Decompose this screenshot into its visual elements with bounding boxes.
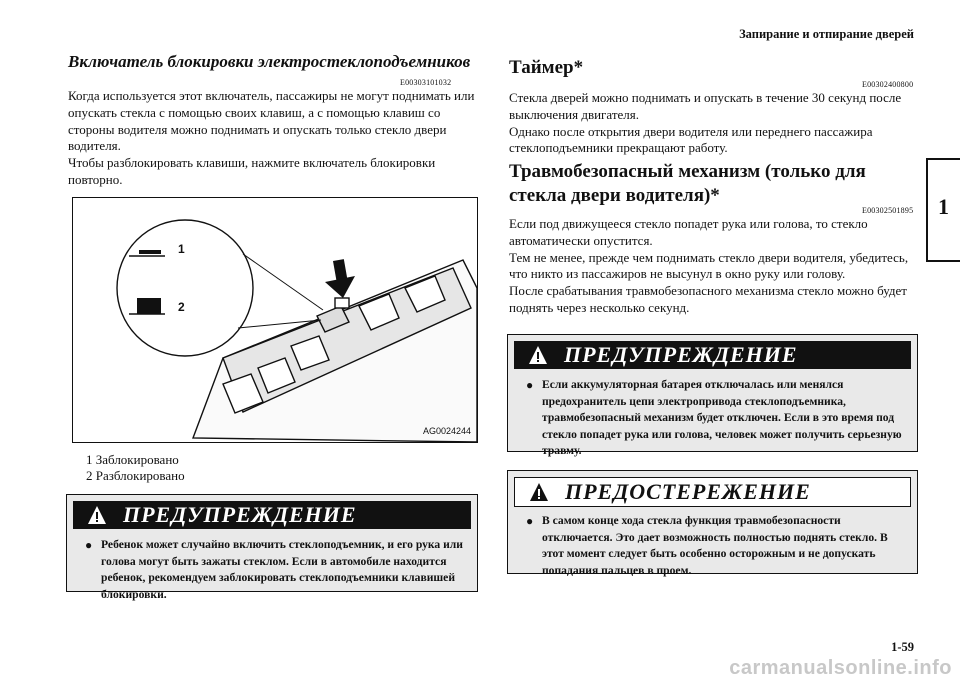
caution-box (507, 470, 918, 577)
paragraph: Когда используется этот включатель, пассажиры не могут поднимать или опускать стекла с помощью своих клавиш, а с помощью клавиш со стороны водителя можно поднимать и опускать только стекло двери водителя. (68, 88, 475, 154)
warning-title: ПРЕДУПРЕЖДЕНИЕ (123, 502, 357, 527)
window-switch-figure (72, 197, 478, 443)
bullet-icon: ● (85, 538, 93, 552)
warning-box-right (507, 334, 918, 458)
timer-heading: Таймер* (509, 57, 584, 78)
lock-switch-code: E00303101032 (400, 78, 452, 87)
warning-text: Ребенок может случайно включить стеклоподъемник, и его рука или голова могут быть зажаты стеклом. Если в автомобиле находится ребенок, рекомендуем заблокировать стеклоподъемники клавишей блокировки. (101, 538, 463, 601)
paragraph: Чтобы разблокировать клавиши, нажмите включатель блокировки повторно. (68, 155, 436, 187)
figure-code: AG0024244 (422, 426, 471, 436)
callout-2: 2 (178, 300, 185, 314)
safety-text (509, 216, 921, 317)
callout-1: 1 (178, 242, 185, 256)
warning-text: Если аккумуляторная батарея отключалась или менялся предохранитель цепи электропривода стеклоподъемника, травмобезопасный механизм будет отключен. Если в это время под стекло попадет рука или голова, человек может получить серьезную травму. (542, 378, 902, 458)
warning-header (514, 341, 911, 369)
legend-item: 1 Заблокировано (86, 452, 179, 467)
lock-switch-text (68, 88, 480, 189)
paragraph: Тем не менее, прежде чем поднимать стекло двери водителя, убедитесь, что никто из пассажиров не высунул в окно руку или голову. (509, 249, 909, 282)
bullet-icon: ● (526, 514, 534, 528)
running-header: Запирание и отпирание дверей (739, 27, 914, 41)
chapter-tab (926, 158, 960, 262)
paragraph: Если под движущееся стекло попадет рука или голова, то стекло автоматически опустится. (509, 216, 868, 248)
warning-body (85, 537, 467, 603)
warning-header (73, 501, 471, 529)
paragraph: После срабатывания травмобезопасного механизма стекло можно будет поднять через несколько секунд. (509, 283, 907, 315)
timer-text (509, 90, 921, 157)
caution-header (514, 477, 911, 507)
page-number: 1-59 (891, 640, 914, 654)
paragraph: Стекла дверей можно поднимать и опускать в течение 30 секунд после выключения двигателя. (509, 90, 902, 122)
warning-triangle-icon (87, 505, 107, 525)
warning-triangle-icon (528, 345, 548, 365)
timer-code: E00302400800 (862, 80, 914, 89)
legend-item: 2 Разблокировано (86, 468, 185, 483)
caution-body (526, 513, 907, 579)
safety-heading: Травмобезопасный механизм (только для стекла двери водителя)* (509, 161, 866, 206)
lock-switch-heading: Включатель блокировки электростеклоподъемников (68, 52, 471, 71)
figure-legend (86, 452, 185, 484)
warning-triangle-icon (529, 482, 549, 502)
safety-code: E00302501895 (862, 206, 914, 215)
watermark: carmanualsonline.info (729, 657, 952, 679)
caution-title: ПРЕДОСТЕРЕЖЕНИЕ (565, 479, 811, 504)
warning-box-left (66, 494, 478, 601)
caution-text: В самом конце хода стекла функция травмобезопасности отключается. Это дает возможность полностью поднять стекло. В этот момент следует быть особенно осторожным и не допускать попадания пальцев в проем. (542, 514, 888, 577)
warning-title: ПРЕДУПРЕЖДЕНИЕ (564, 342, 798, 367)
warning-body (526, 377, 907, 460)
door-switch-illustration (73, 198, 477, 442)
paragraph: Однако после открытия двери водителя или переднего пассажира стеклоподъемники прекращают работу. (509, 123, 873, 156)
chapter-number: 1 (938, 194, 949, 219)
bullet-icon: ● (526, 378, 534, 392)
